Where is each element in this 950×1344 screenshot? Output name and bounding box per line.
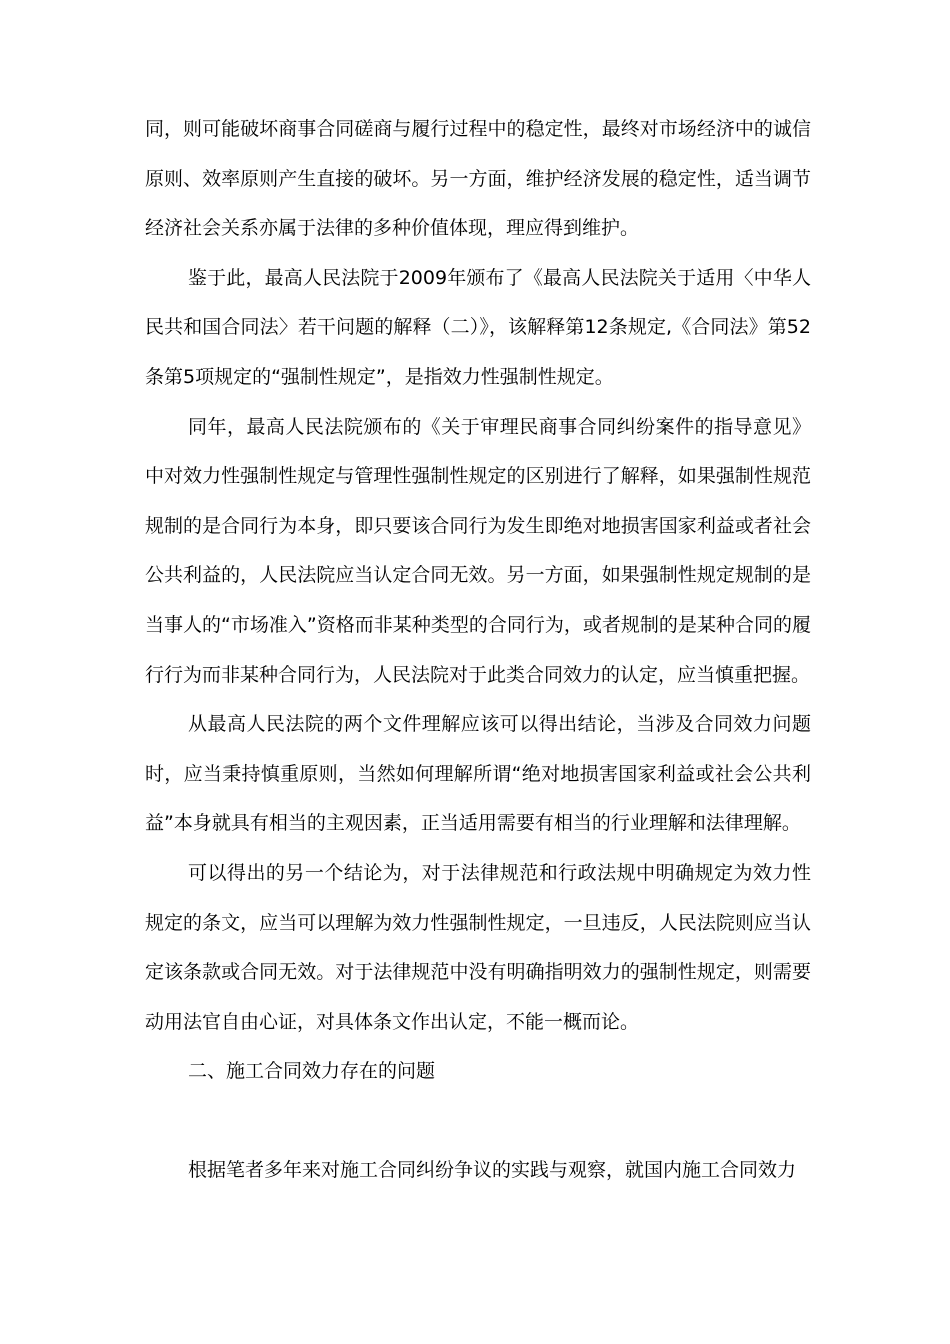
- paragraph-final: 根据笔者多年来对施工合同纠纷争议的实践与观察，就国内施工合同效力: [188, 1159, 797, 1182]
- paragraph-conclusion-two: 可以得出的另一个结论为，对于法律规范和行政法规中明确规定为效力性规定的条文，应当可以理解为效力性强制性规定，一旦违反，人民法院则应当认定该条款或合同无效。对于法律规范中没有明确指明效力的强制性规定，则需要动用法官自由心证，对具体条文作出认定，不能一概而论。: [145, 861, 811, 1033]
- paragraph-judicial-interpretation: 鉴于此，最高人民法院于2009年颁布了《最高人民法院关于适用〈中华人民共和国合同法〉若干问题的解释（二）》，该解释第12条规定,《合同法》第52条第5项规定的“强制性规定”，是指效力性强制性规定。: [145, 266, 811, 388]
- paragraph-spacer: [145, 1097, 811, 1147]
- paragraph-conclusion-one: 从最高人民法院的两个文件理解应该可以得出结论，当涉及合同效力问题时，应当秉持慎重原则，当然如何理解所谓“绝对地损害国家利益或社会公共利益”本身就具有相当的主观因素，正当适用需要有相当的行业理解和法律理解。: [145, 713, 811, 835]
- section-heading: 二、施工合同效力存在的问题: [188, 1060, 436, 1083]
- document-page: [145, 105, 811, 1196]
- paragraph-guidance-opinion: 同年，最高人民法院颁布的《关于审理民商事合同纠纷案件的指导意见》中对效力性强制性规定与管理性强制性规定的区别进行了解释，如果强制性规范规制的是合同行为本身，即只要该合同行为发生即绝对地损害国家利益或者社会公共利益的，人民法院应当认定合同无效。另一方面，如果强制性规定规制的是当事人的“市场准入”资格而非某种类型的合同行为，或者规制的是某种合同的履行行为而非某种合同行为，人民法院对于此类合同效力的认定，应当慎重把握。: [145, 415, 811, 686]
- paragraph-continuation: 同，则可能破坏商事合同磋商与履行过程中的稳定性，最终对市场经济中的诚信原则、效率原则产生直接的破坏。另一方面，维护经济发展的稳定性，适当调节经济社会关系亦属于法律的多种价值体现，理应得到维护。: [145, 118, 811, 240]
